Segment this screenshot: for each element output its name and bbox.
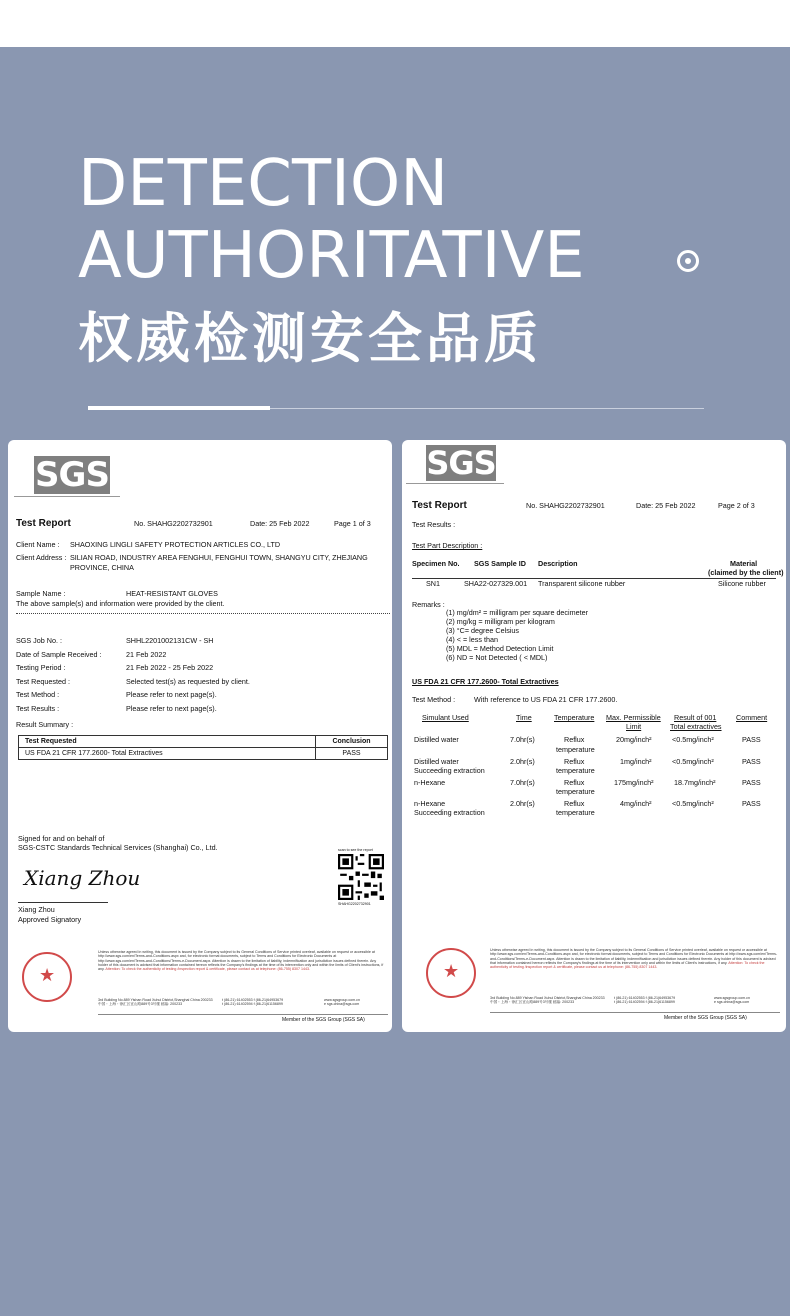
client-address-line-2: PROVINCE, CHINA	[70, 563, 134, 572]
report-title: Test Report	[412, 500, 467, 511]
cell-limit: 20mg/inch²	[616, 735, 652, 744]
remark-line: (1) mg/dm² = milligram per square decimeter	[446, 608, 588, 617]
logo-underline	[14, 496, 120, 497]
report-number: No. SHAHG2202732901	[526, 501, 605, 510]
report-title: Test Report	[16, 518, 71, 529]
sgs-member-note: Member of the SGS Group (SGS SA)	[282, 1017, 365, 1023]
cell-temp: Reflux	[564, 757, 585, 766]
remarks-label: Remarks :	[412, 600, 445, 609]
cell-temp: Reflux	[564, 799, 585, 808]
dotted-separator	[16, 613, 390, 614]
signer-title: Approved Signatory	[18, 915, 82, 924]
col-max-limit-2: Limit	[626, 722, 642, 731]
summary-head-conclusion: Conclusion	[316, 736, 388, 748]
test-method-value: With reference to US FDA 21 CFR 177.2600.	[474, 695, 618, 704]
page-number: Page 2 of 3	[718, 501, 755, 510]
address-line-cn: 中国・上海・徐汇区宜山路889号3号楼 邮编: 200233	[490, 1000, 575, 1005]
material-cell: Silicone rubber	[718, 579, 766, 588]
sgs-member-note: Member of the SGS Group (SGS SA)	[664, 1015, 747, 1021]
section-heading: US FDA 21 CFR 177.2600- Total Extractives	[412, 677, 559, 686]
footer-rule	[490, 1012, 780, 1013]
cell-temp-2: temperature	[556, 766, 595, 775]
page-number: Page 1 of 3	[334, 519, 371, 528]
address-line: 3rd Building No.889 Yishan Road Xuhui District,Shanghai China 200233	[98, 998, 213, 1002]
col-max-limit: Max. Permissible	[606, 713, 661, 722]
cell-temp: Reflux	[564, 735, 585, 744]
table-header-row	[19, 736, 388, 748]
sample-id-cell: SHA22-027329.001	[464, 579, 528, 588]
field-value: 21 Feb 2022 - 25 Feb 2022	[126, 663, 214, 672]
sample-name-value: HEAT-RESISTANT GLOVES	[126, 589, 218, 598]
field-label: Testing Period :	[16, 663, 66, 672]
specimen-no-cell: SN1	[426, 579, 440, 588]
test-report-page-2	[402, 440, 786, 1032]
website: www.sgsgroup.com.cn	[714, 996, 750, 1000]
col-simulant: Simulant Used	[422, 713, 469, 722]
cell-limit: 175mg/inch²	[614, 778, 654, 787]
logo-underline	[406, 483, 504, 484]
qr-code-icon	[338, 854, 384, 900]
cell-result: <0.5mg/inch²	[672, 799, 714, 808]
cell-limit: 4mg/inch²	[620, 799, 652, 808]
target-circle-icon	[677, 250, 699, 272]
cell-time: 7.0hr(s)	[510, 735, 535, 744]
sgs-logo: SGS	[426, 444, 496, 482]
divider-accent	[88, 406, 270, 410]
field-label: SGS Job No. :	[16, 636, 62, 645]
col-result: Result of 001	[674, 713, 717, 722]
col-result-2: Total extractives	[670, 722, 722, 731]
official-seal	[22, 952, 72, 1002]
cell-simulant: Distilled water	[414, 735, 459, 744]
description-cell: Transparent silicone rubber	[538, 579, 626, 588]
star-icon: ★	[443, 961, 460, 981]
sample-note: The above sample(s) and information were provided by the client.	[16, 599, 225, 608]
col-description: Description	[538, 559, 578, 568]
remark-line: (6) ND = Not Detected ( < MDL)	[446, 653, 548, 662]
signature-line	[18, 902, 108, 903]
signed-behalf-line: Signed for and on behalf of	[18, 834, 105, 843]
remark-line: (2) mg/kg = milligram per kilogram	[446, 617, 555, 626]
sgs-logo: SGS	[35, 455, 109, 495]
client-name-label: Client Name :	[16, 540, 60, 549]
headline-authoritative: AUTHORITATIVE	[78, 219, 585, 293]
cell-result: 18.7mg/inch²	[674, 778, 716, 787]
cell-simulant-2: Succeeding extraction	[414, 808, 485, 817]
fine-print-attention: Attention: To check the authenticity of testing /inspection report & certificate, please contact us at telephone: (86-755) 8307 1443.	[490, 960, 765, 970]
cell-time: 7.0hr(s)	[510, 778, 535, 787]
result-summary-label: Result Summary :	[16, 720, 74, 729]
col-material: Material	[730, 559, 758, 568]
phone-line: t (86-21) 61402594 f (86-21)61156899	[614, 1000, 675, 1005]
remark-line: (3) °C= degree Celsius	[446, 626, 519, 635]
web-block	[714, 996, 780, 1005]
test-report-page-1	[8, 440, 392, 1032]
cell-comment: PASS	[742, 799, 761, 808]
field-value: SHHL2201002131CW - SH	[126, 636, 214, 645]
phone-line: t (86-21) 61402553 f (86-21)64953679	[614, 996, 676, 1000]
fine-print-text: Unless otherwise agreed in writing, this document is issued by the Company subject to its General Conditions of Service printed overleaf, available on request or accessible at http://www.sgs.com/en/Terms-and-Conditions.aspx and, for electronic format documents, subject to Terms and Conditions for Electronic Documents at http://www.sgs.com/en/Terms-and-Conditions/Terms-e-Document.aspx. Attention is drawn to the limitation of liability, indemnification and jurisdiction issues defined therein. Any holder of this document is advised that information contained hereon reflects the Company's findings at the time of its intervention only and within the limits of Client's instructions, if any.	[98, 950, 384, 972]
cell-comment: PASS	[742, 778, 761, 787]
qr-report-number: SHAHG2202732901	[338, 902, 371, 906]
cell-simulant: n-Hexane	[414, 778, 446, 787]
cell-time: 2.0hr(s)	[510, 757, 535, 766]
fine-print	[490, 948, 780, 970]
phone-line: t (86-21) 61402594 f (86-21)61156899	[222, 1002, 283, 1007]
cell-result: <0.5mg/inch²	[672, 735, 714, 744]
fine-print-text: Unless otherwise agreed in writing, this document is issued by the Company subject to its General Conditions of Service printed overleaf, available on request or accessible at http://www.sgs.com/en/Terms-and-Conditions.aspx and, for electronic format documents, subject to Terms and Conditions for Electronic Documents at http://www.sgs.com/en/Terms-and-Conditions/Terms-e-Document.aspx. Attention is drawn to the limitation of liability, indemnification and jurisdiction issues defined therein. Any holder of this document is advised that information contained hereon reflects the Company's findings at the time of its intervention only and within the limits of Client's instructions, if any.	[490, 948, 778, 965]
qr-caption: scan to see the report	[338, 848, 373, 852]
cell-simulant: n-Hexane	[414, 799, 446, 808]
client-address-label: Client Address :	[16, 553, 67, 562]
cell-temp-2: temperature	[556, 787, 595, 796]
field-label: Test Requested :	[16, 677, 70, 686]
cell-comment: PASS	[742, 735, 761, 744]
report-number: No. SHAHG2202732901	[134, 519, 213, 528]
email: e sgs.china@sgs.com	[714, 1000, 750, 1005]
client-address-line-1: SILIAN ROAD, INDUSTRY AREA FENGHUI, FENGHUI TOWN, SHANGYU CITY, ZHEJIANG	[70, 553, 368, 562]
address-line: 3rd Building No.889 Yishan Road Xuhui District,Shanghai China 200233	[490, 996, 605, 1000]
summary-conclusion-cell: PASS	[316, 748, 388, 760]
test-method-label: Test Method :	[412, 695, 456, 704]
handwritten-signature: Xiang Zhou	[24, 866, 141, 890]
cell-temp: Reflux	[564, 778, 585, 787]
top-white-band	[0, 0, 790, 47]
cell-comment: PASS	[742, 757, 761, 766]
client-name-value: SHAOXING LINGLI SAFETY PROTECTION ARTICLES CO., LTD	[70, 540, 281, 549]
result-summary-table	[18, 735, 388, 760]
cell-result: <0.5mg/inch²	[672, 757, 714, 766]
col-sgs-sample-id: SGS Sample ID	[474, 559, 526, 568]
phone-block	[614, 996, 704, 1005]
field-label: Test Results :	[16, 704, 60, 713]
col-temperature: Temperature	[554, 713, 595, 722]
test-results-label: Test Results :	[412, 520, 456, 529]
col-specimen-no: Specimen No.	[412, 559, 460, 568]
fine-print	[98, 950, 384, 972]
summary-test-cell: US FDA 21 CFR 177.2600- Total Extractives	[19, 748, 316, 760]
signer-name: Xiang Zhou	[18, 905, 55, 914]
field-value: Selected test(s) as requested by client.	[126, 677, 250, 686]
star-icon: ★	[39, 965, 56, 985]
phone-line: t (86-21) 61402553 f (86-21)64953679	[222, 998, 284, 1002]
cell-temp-2: temperature	[556, 808, 595, 817]
remark-line: (5) MDL = Method Detection Limit	[446, 644, 554, 653]
cell-temp-2: temperature	[556, 745, 595, 754]
field-value: 21 Feb 2022	[126, 650, 167, 659]
phone-block	[222, 998, 312, 1007]
field-label: Date of Sample Received :	[16, 650, 102, 659]
cell-simulant: Distilled water	[414, 757, 459, 766]
cell-simulant-2: Succeeding extraction	[414, 766, 485, 775]
official-seal	[426, 948, 476, 998]
report-date: Date: 25 Feb 2022	[636, 501, 696, 510]
email: e sgs.china@sgs.com	[324, 1002, 360, 1007]
summary-head-test: Test Requested	[19, 736, 316, 748]
report-date: Date: 25 Feb 2022	[250, 519, 310, 528]
headline-chinese: 权威检测安全品质	[78, 307, 542, 370]
website: www.sgsgroup.com.cn	[324, 998, 360, 1002]
web-block	[324, 998, 388, 1007]
sample-name-label: Sample Name :	[16, 589, 66, 598]
address-block	[98, 998, 218, 1007]
fine-print-attention: Attention: To check the authenticity of testing /inspection report & certificate, please contact us at telephone: (86-755) 8307 1443.	[105, 967, 311, 972]
cell-time: 2.0hr(s)	[510, 799, 535, 808]
footer-rule	[98, 1014, 388, 1015]
address-line-cn: 中国・上海・徐汇区宜山路889号3号楼 邮编: 200233	[98, 1002, 183, 1007]
table-row	[19, 748, 388, 760]
field-label: Test Method :	[16, 690, 60, 699]
test-part-description-label: Test Part Description :	[412, 541, 483, 550]
field-value: Please refer to next page(s).	[126, 690, 217, 699]
cell-limit: 1mg/inch²	[620, 757, 652, 766]
headline-detection: DETECTION	[78, 147, 449, 221]
col-time: Time	[516, 713, 532, 722]
field-value: Please refer to next page(s).	[126, 704, 217, 713]
col-comment: Comment	[736, 713, 768, 722]
col-material-note: (claimed by the client)	[708, 568, 784, 577]
remark-line: (4) < = less than	[446, 635, 498, 644]
signed-company-line: SGS-CSTC Standards Technical Services (Shanghai) Co., Ltd.	[18, 843, 218, 852]
address-block	[490, 996, 610, 1005]
